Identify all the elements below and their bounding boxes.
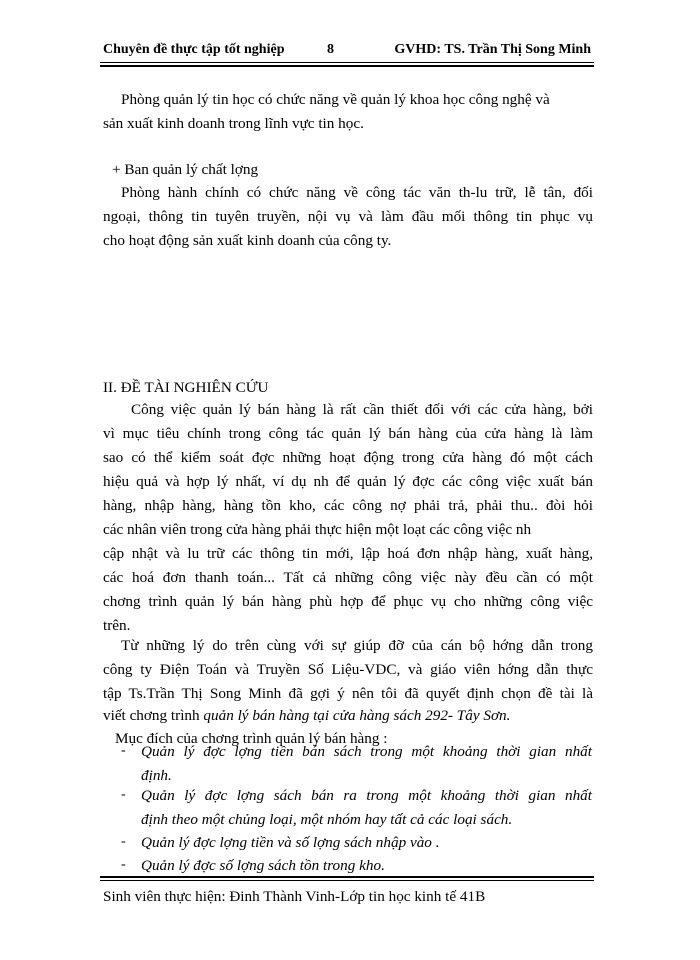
page-header <box>103 40 591 62</box>
bullet-item-line: Quản lý đợc số lợng sách tồn trong kho. <box>141 857 385 874</box>
para1-line: hiệu quả và hợp lý nhất, ví dụ nh để quản lý đợc các công việc xuất bán <box>103 473 593 490</box>
purpose-title: Mục đích của chơng trình quản lý bán hàng : <box>115 730 388 747</box>
para1-line: hàng, nhập hàng, hàng tồn kho, các công nợ phải trả, phải thu.. đòi hỏi <box>103 497 593 514</box>
bullet-mark: - <box>121 743 126 758</box>
para1-line: các hoá đơn thanh toán... Tất cả những công việc này đều cần có một <box>103 569 593 586</box>
header-supervisor: GVHD: TS. Trần Thị Song Minh <box>394 42 591 57</box>
bullet-mark: - <box>121 857 126 872</box>
header-topic: Chuyên đề thực tập tốt nghiệp <box>103 42 285 57</box>
para2-last-italic: quản lý bán hàng tại cửa hàng sách 292- Tây Sơn. <box>203 707 511 724</box>
sub-heading: + Ban quản lý chất lợng <box>112 161 259 178</box>
bullet-item-line: định. <box>141 767 172 784</box>
para2-last-prefix: viết chơng trình <box>103 707 204 724</box>
intro-p1-line1: Phòng quản lý tin học có chức năng về quản lý khoa học công nghệ và <box>121 91 550 108</box>
header-rule-top <box>100 62 594 63</box>
para1-line: chơng trình quản lý bán hàng phù hợp để phục vụ cho những công việc <box>103 593 593 610</box>
intro-p2-line2: ngoại, thông tin tuyên truyền, nội vụ và làm đầu mối thông tin phục vụ <box>103 208 593 225</box>
intro-p2-line3: cho hoạt động sản xuất kinh doanh của công ty. <box>103 232 392 249</box>
para2-line: công ty Điện Toán và Truyền Số Liệu-VDC, và giáo viên hớng dẫn thực <box>103 661 593 678</box>
bullet-mark: - <box>121 787 126 802</box>
para1-line: cập nhật và lu trữ các thông tin mới, lập hoá đơn nhập hàng, xuất hàng, <box>103 545 593 562</box>
bullet-item-line: Quản lý đợc lợng tiền bán sách trong một khoảng thời gian nhất <box>141 743 592 760</box>
header-rule-bottom <box>100 65 594 67</box>
page-number: 8 <box>327 42 334 57</box>
intro-p1-line2: sản xuất kinh doanh trong lĩnh vực tin học. <box>103 115 364 132</box>
para2-line: tập Ts.Trần Thị Song Minh đã gợi ý nên tôi đã quyết định chọn đề tài là <box>103 685 593 702</box>
para1-line: trên. <box>103 617 131 634</box>
section-heading: II. ĐỀ TÀI NGHIÊN CỨU <box>103 379 269 396</box>
para1-line: sao có thể kiểm soát đợc những hoạt động trong cửa hàng đó một cách <box>103 449 593 466</box>
para1-line: các nhân viên trong cửa hàng phải thực hiện một loạt các công việc nh <box>103 521 532 538</box>
para2-line: Từ những lý do trên cùng với sự giúp đỡ của cán bộ hớng dẫn trong <box>121 637 593 654</box>
footer-rule-bottom <box>100 880 594 881</box>
para1-line: Công việc quản lý bán hàng là rất cần thiết đối với các cửa hàng, bởi <box>131 401 593 418</box>
bullet-item-line: Quản lý đợc lợng sách bán ra trong một khoảng thời gian nhất <box>141 787 592 804</box>
para1-line: vì mục tiêu chính trong công tác quản lý bán hàng của cửa hàng là làm <box>103 425 593 442</box>
intro-p2-line1: Phòng hành chính có chức năng về công tác văn th-lu trữ, lễ tân, đối <box>121 184 593 201</box>
bullet-item-line: định theo một chủng loại, một nhóm hay tất cả các loại sách. <box>141 811 513 828</box>
bullet-mark: - <box>121 834 126 849</box>
footer-author: Sinh viên thực hiện: Đinh Thành Vinh-Lớp tin học kinh tế 41B <box>103 888 486 905</box>
para2-last-line <box>103 704 510 727</box>
bullet-item-line: Quản lý đợc lợng tiền và số lợng sách nhập vào . <box>141 834 440 851</box>
footer-rule-top <box>100 876 594 878</box>
